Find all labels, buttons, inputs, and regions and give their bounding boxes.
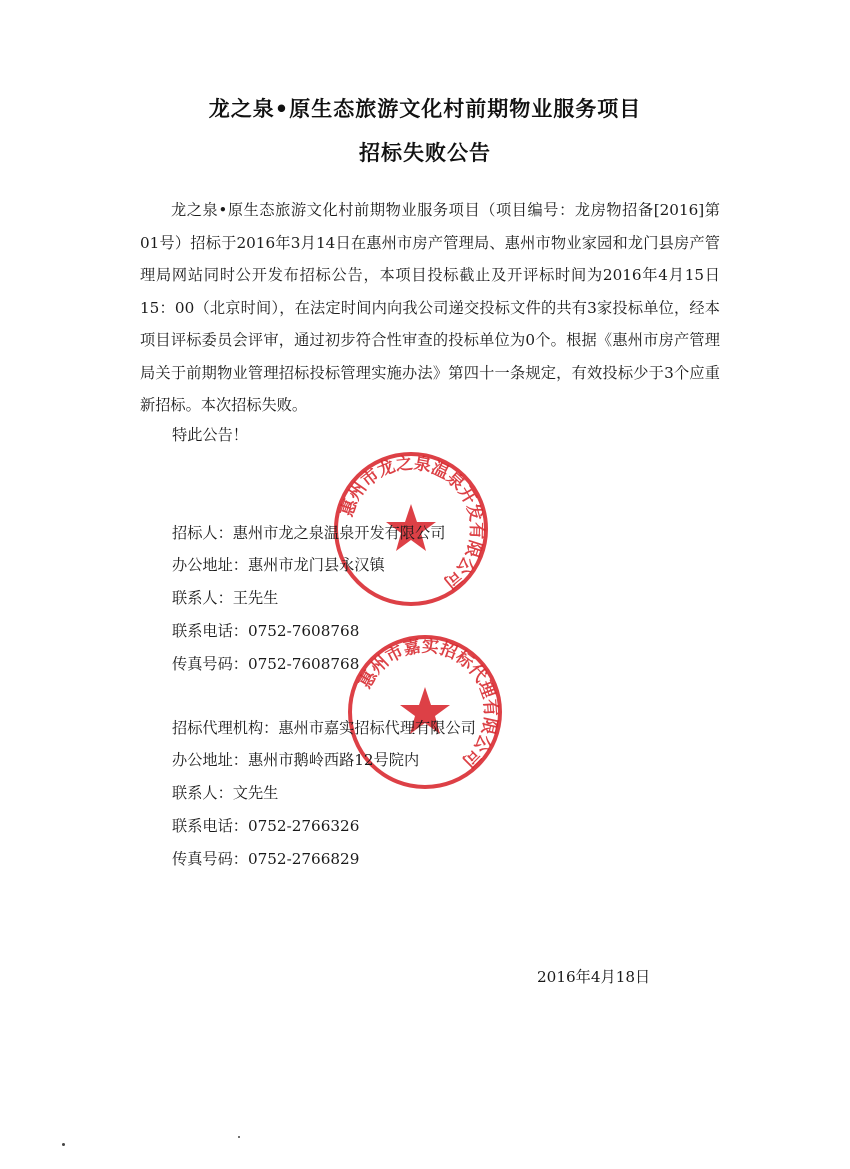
scan-speck — [238, 1136, 240, 1138]
agent-fax: 传真号码：0752-2766829 — [172, 850, 360, 868]
tenderer-contact: 联系人：王先生 — [172, 589, 279, 607]
agent-address: 办公地址：惠州市鹅岭西路12号院内 — [172, 751, 420, 769]
agent-contact: 联系人：文先生 — [172, 784, 279, 802]
scan-speck — [62, 1143, 65, 1146]
agent-name: 招标代理机构：惠州市嘉实招标代理有限公司 — [172, 719, 476, 737]
tenderer-name: 招标人：惠州市龙之泉温泉开发有限公司 — [172, 524, 446, 542]
document-title-line1: 龙之泉•原生态旅游文化村前期物业服务项目 — [208, 97, 642, 121]
tenderer-address: 办公地址：惠州市龙门县永汉镇 — [172, 556, 385, 574]
seal-1-text: 惠州市龙之泉温泉开发有限公司 — [337, 453, 487, 593]
notice-closing: 特此公告！ — [172, 426, 248, 444]
announcement-date: 2016年4月18日 — [537, 968, 651, 986]
agent-phone: 联系电话：0752-2766326 — [172, 817, 360, 835]
announcement-body: 龙之泉•原生态旅游文化村前期物业服务项目（项目编号：龙房物招备[2016]第01号）招标于2016年3月14日在惠州市房产管理局、惠州市物业家园和龙门县房产管理局网站同时公开发布招标公告，本项目投标截止及开评标时间为2016年4月15日15：00（北京时间），在法定时间内向我公司递交投标文件的共有3家投标单位，经本项目评标委员会评审，通过初步符合性审查的投标单位为0个。根据《惠州市房产管理局关于前期物业管理招标投标管理实施办法》第四十一条规定，有效投标少于3个应重新招标。本次招标失败。 — [140, 201, 720, 414]
tenderer-fax: 传真号码：0752-7608768 — [172, 655, 360, 673]
seal-2-text: 惠州市嘉实招标代理有限公司 — [355, 636, 501, 771]
document-title-line2: 招标失败公告 — [359, 141, 491, 165]
tenderer-phone: 联系电话：0752-7608768 — [172, 622, 360, 640]
